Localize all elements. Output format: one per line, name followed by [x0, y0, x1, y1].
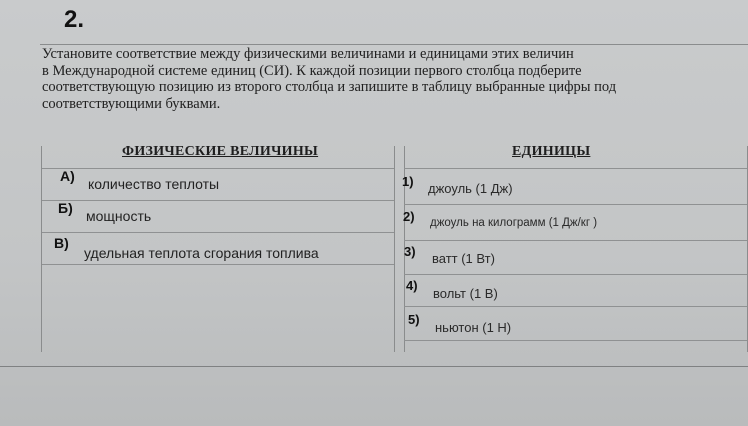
instruction-line: соответствующую позицию из второго столбца и запишите в таблицу выбранные цифры под — [42, 79, 617, 96]
task-number: 2. — [64, 6, 85, 33]
quantity-text: количество теплоты — [88, 176, 220, 192]
unit-text: ватт (1 Вт) — [432, 251, 495, 266]
row-separator — [42, 200, 394, 201]
units-header: ЕДИНИЦЫ — [512, 144, 591, 159]
unit-number: 5) — [408, 312, 420, 327]
unit-text: джоуль на килограмм (1 Дж/кг ) — [430, 217, 598, 229]
unit-number: 3) — [404, 244, 416, 259]
task-instructions — [42, 46, 742, 112]
row-separator — [404, 274, 747, 275]
row-separator — [404, 240, 747, 241]
row-separator — [42, 232, 394, 233]
instruction-line: соответствующими буквами. — [42, 95, 221, 112]
top-divider — [40, 44, 748, 45]
quantity-text: удельная теплота сгорания топлива — [84, 245, 319, 261]
quantity-letter: Б) — [58, 200, 73, 216]
unit-number: 1) — [402, 174, 414, 189]
unit-number: 2) — [403, 209, 415, 224]
row-separator — [404, 340, 747, 341]
unit-text: джоуль (1 Дж) — [428, 181, 513, 196]
row-separator — [42, 168, 394, 169]
unit-text: ньютон (1 Н) — [435, 320, 512, 335]
column-separator — [394, 146, 395, 352]
row-separator — [404, 204, 747, 205]
row-separator — [404, 306, 747, 307]
quantities-header: ФИЗИЧЕСКИЕ ВЕЛИЧИНЫ — [122, 144, 319, 159]
row-separator — [42, 264, 394, 265]
matching-table — [42, 140, 748, 352]
table-border-left — [41, 146, 42, 352]
quantity-letter: В) — [54, 235, 69, 251]
quantity-letter: А) — [60, 168, 75, 184]
instruction-line: в Международной системе единиц (СИ). К каждой позиции первого столбца подберите — [42, 62, 582, 79]
instruction-line: Установите соответствие между физическими величинами и единицами этих величин — [42, 46, 574, 62]
unit-number: 4) — [406, 278, 418, 293]
unit-text: вольт (1 В) — [433, 286, 498, 301]
quantity-text: мощность — [86, 208, 152, 224]
row-separator — [404, 168, 747, 169]
bottom-divider — [0, 366, 748, 367]
